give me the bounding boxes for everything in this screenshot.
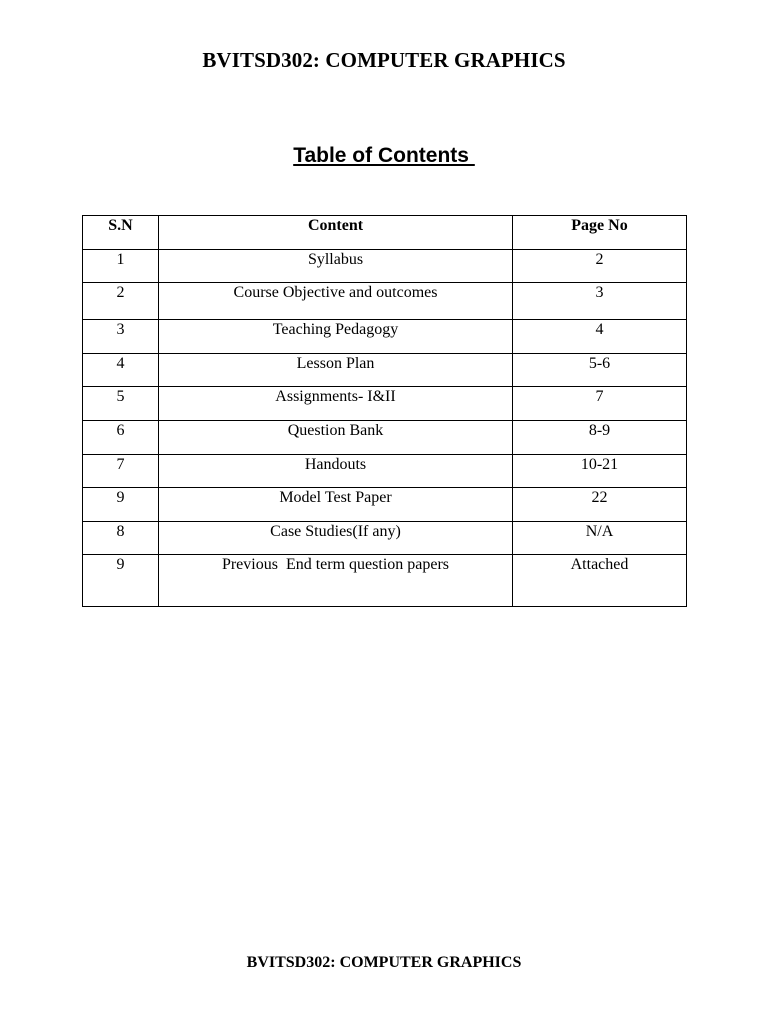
row-content: Handouts xyxy=(159,455,513,488)
row-page: Attached xyxy=(513,555,687,607)
row-page: 7 xyxy=(513,387,687,421)
row-content: Assignments- I&II xyxy=(159,387,513,421)
column-header-content: Content xyxy=(159,216,513,250)
page-header-title: BVITSD302: COMPUTER GRAPHICS xyxy=(202,48,566,72)
row-sn: 8 xyxy=(83,522,159,555)
row-page: 4 xyxy=(513,320,687,354)
row-content: Course Objective and outcomes xyxy=(159,283,513,320)
row-page: 2 xyxy=(513,250,687,283)
row-content: Lesson Plan xyxy=(159,354,513,387)
table-row xyxy=(83,387,687,421)
row-content: Previous End term question papers xyxy=(159,555,513,607)
toc-title: Table of Contents xyxy=(293,144,475,167)
row-page: N/A xyxy=(513,522,687,555)
table-row xyxy=(83,354,687,387)
row-sn: 1 xyxy=(83,250,159,283)
column-header-page: Page No xyxy=(513,216,687,250)
row-sn: 4 xyxy=(83,354,159,387)
row-content: Model Test Paper xyxy=(159,488,513,522)
table-row xyxy=(83,488,687,522)
row-page: 10-21 xyxy=(513,455,687,488)
table-row xyxy=(83,250,687,283)
row-sn: 3 xyxy=(83,320,159,354)
column-header-sn: S.N xyxy=(83,216,159,250)
row-content: Question Bank xyxy=(159,421,513,455)
table-row xyxy=(83,421,687,455)
row-sn: 2 xyxy=(83,283,159,320)
table-row xyxy=(83,283,687,320)
row-page: 8-9 xyxy=(513,421,687,455)
table-row xyxy=(83,555,687,607)
table-row xyxy=(83,455,687,488)
row-content: Syllabus xyxy=(159,250,513,283)
row-sn: 7 xyxy=(83,455,159,488)
table-row xyxy=(83,320,687,354)
page-footer-title: BVITSD302: COMPUTER GRAPHICS xyxy=(246,954,522,971)
row-content: Case Studies(If any) xyxy=(159,522,513,555)
toc-header-row xyxy=(83,216,687,250)
row-sn: 9 xyxy=(83,488,159,522)
row-page: 5-6 xyxy=(513,354,687,387)
row-sn: 6 xyxy=(83,421,159,455)
row-content: Teaching Pedagogy xyxy=(159,320,513,354)
row-sn: 5 xyxy=(83,387,159,421)
toc-table xyxy=(82,215,687,607)
row-page: 22 xyxy=(513,488,687,522)
table-row xyxy=(83,522,687,555)
row-sn: 9 xyxy=(83,555,159,607)
row-page: 3 xyxy=(513,283,687,320)
